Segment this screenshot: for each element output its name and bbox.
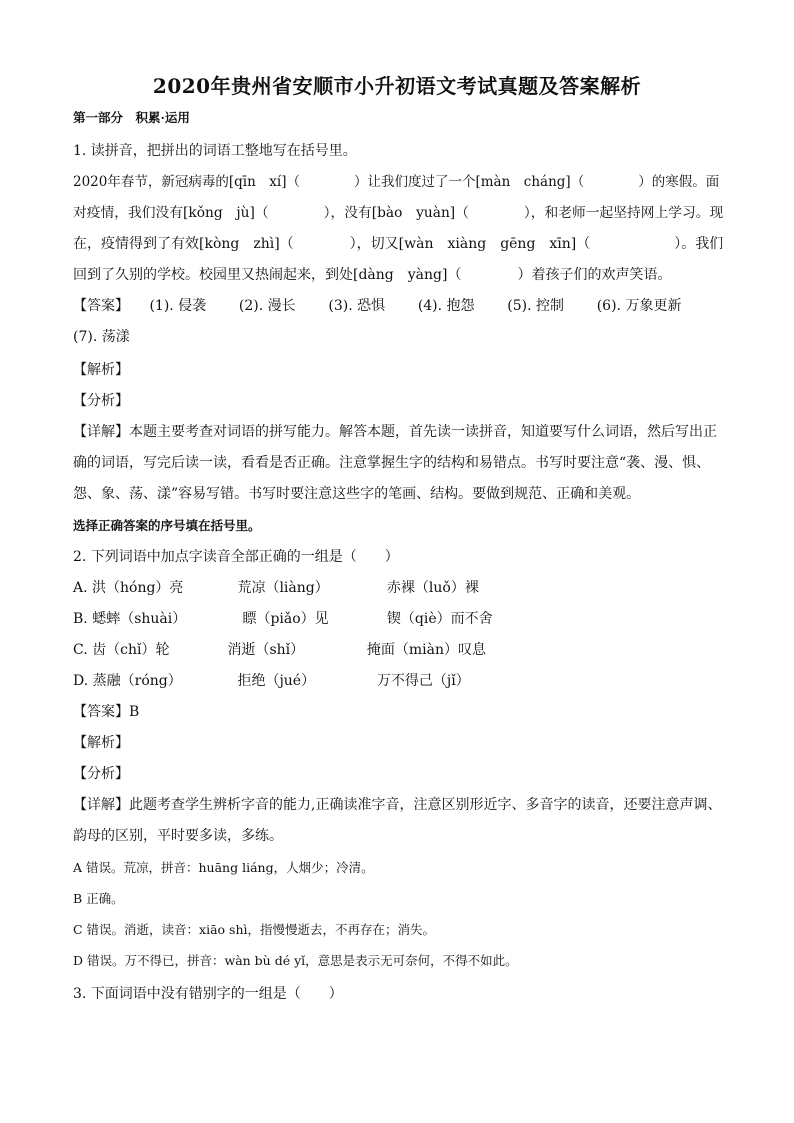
explanation-note: D 错误。万不得已，拼音：wàn bù dé yǐ，意思是表示无可奈何，不得不如此。: [73, 953, 518, 968]
page-title: 2020年贵州省安顺市小升初语文考试真题及答案解析: [152, 74, 642, 98]
option-word: C. 齿（chǐ）轮: [73, 642, 170, 658]
q1-answer-row: [73, 296, 723, 316]
q1-passage-line: 在，疫情得到了有效[kòng zhì]（ ），切又[wàn xiàng gēng xīn]（ ）。我们: [73, 236, 724, 252]
q2-option-d: [73, 671, 723, 691]
option-word: A. 洪（hóng）亮: [73, 580, 184, 596]
answer-item: (1). 侵袭: [149, 298, 207, 314]
q3-stem: 3. 下面词语中没有错别字的一组是（ ）: [73, 986, 343, 1002]
q2-option-a: [73, 578, 723, 598]
analysis-label: 【解析】: [73, 362, 129, 378]
answer-label: 【答案】: [73, 298, 129, 314]
q1-passage-line: 对疫情，我们没有[kǒng jù]（ ），没有[bào yuàn]（ ），和老师一起坚持网上学习。现: [73, 205, 724, 221]
analysis-label: 【分析】: [73, 766, 129, 782]
explanation-note: A 错误。荒凉，拼音：huāng liáng，人烟少；冷清。: [73, 860, 374, 875]
q1-passage-line: 2020年春节，新冠病毒的[qīn xí]（ ）让我们度过了一个[màn cháng]（ ）的寒假。面: [73, 174, 720, 190]
q2-stem: 2. 下列词语中加点字读音全部正确的一组是（ ）: [73, 549, 399, 565]
answer-item: (4). 抱怨: [417, 298, 475, 314]
option-word: 拒绝（jué）: [237, 673, 316, 689]
option-word: 掩面（miàn）叹息: [366, 642, 487, 658]
detail-line: 韵母的区别，平时要多读，多练。: [73, 828, 283, 844]
section-heading: 选择正确答案的序号填在括号里。: [73, 518, 261, 533]
option-word: 锲（qiè）而不舍: [386, 611, 493, 627]
option-word: D. 蒸融（róng）: [73, 673, 182, 689]
option-word: 消逝（shǐ）: [227, 642, 305, 658]
q2-answer: 【答案】B: [73, 704, 140, 720]
answer-item: (2). 漫长: [238, 298, 296, 314]
answer-item: (5). 控制: [507, 298, 564, 314]
q2-option-b: [73, 609, 723, 629]
answer-item: (3). 恐惧: [328, 298, 386, 314]
option-word: B. 蟋蟀（shuài）: [73, 611, 187, 627]
analysis-label: 【分析】: [73, 393, 129, 409]
option-word: 荒凉（liàng）: [237, 580, 329, 596]
part-heading: 第一部分 积累·运用: [73, 110, 190, 125]
q1-passage-line: 回到了久别的学校。校园里又热闹起来，到处[dàng yàng]（ ）着孩子们的欢声笑语。: [73, 267, 672, 283]
q1-stem: 1. 读拼音，把拼出的词语工整地写在括号里。: [73, 143, 357, 159]
answer-item: (6). 万象更新: [596, 298, 682, 314]
detail-line: 怨、象、荡、漾”容易写错。书写时要注意这些字的笔画、结构。要做到规范、正确和美观。: [73, 486, 641, 502]
detail-line: 【详解】此题考查学生辨析字音的能力,正确读准字音，注意区别形近字、多音字的读音，还要注意声调、: [73, 797, 722, 813]
analysis-label: 【解析】: [73, 735, 129, 751]
detail-line: 【详解】本题主要考查对词语的拼写能力。解答本题，首先读一读拼音，知道要写什么词语，然后写出正: [73, 424, 717, 440]
explanation-note: C 错误。消逝，读音：xiāo shì，指慢慢逝去，不再存在；消失。: [73, 922, 436, 937]
detail-line: 确的词语，写完后读一读，看看是否正确。注意掌握生字的结构和易错点。书写时要注意“袭、漫、惧、: [73, 455, 711, 471]
option-word: 赤裸（luǒ）裸: [386, 580, 479, 596]
option-word: 瞟（piǎo）见: [242, 611, 329, 627]
q2-option-c: [73, 640, 723, 660]
answer-item: (7). 荡漾: [73, 329, 130, 345]
explanation-note: B 正确。: [73, 891, 124, 906]
option-word: 万不得己（jǐ）: [376, 673, 470, 689]
